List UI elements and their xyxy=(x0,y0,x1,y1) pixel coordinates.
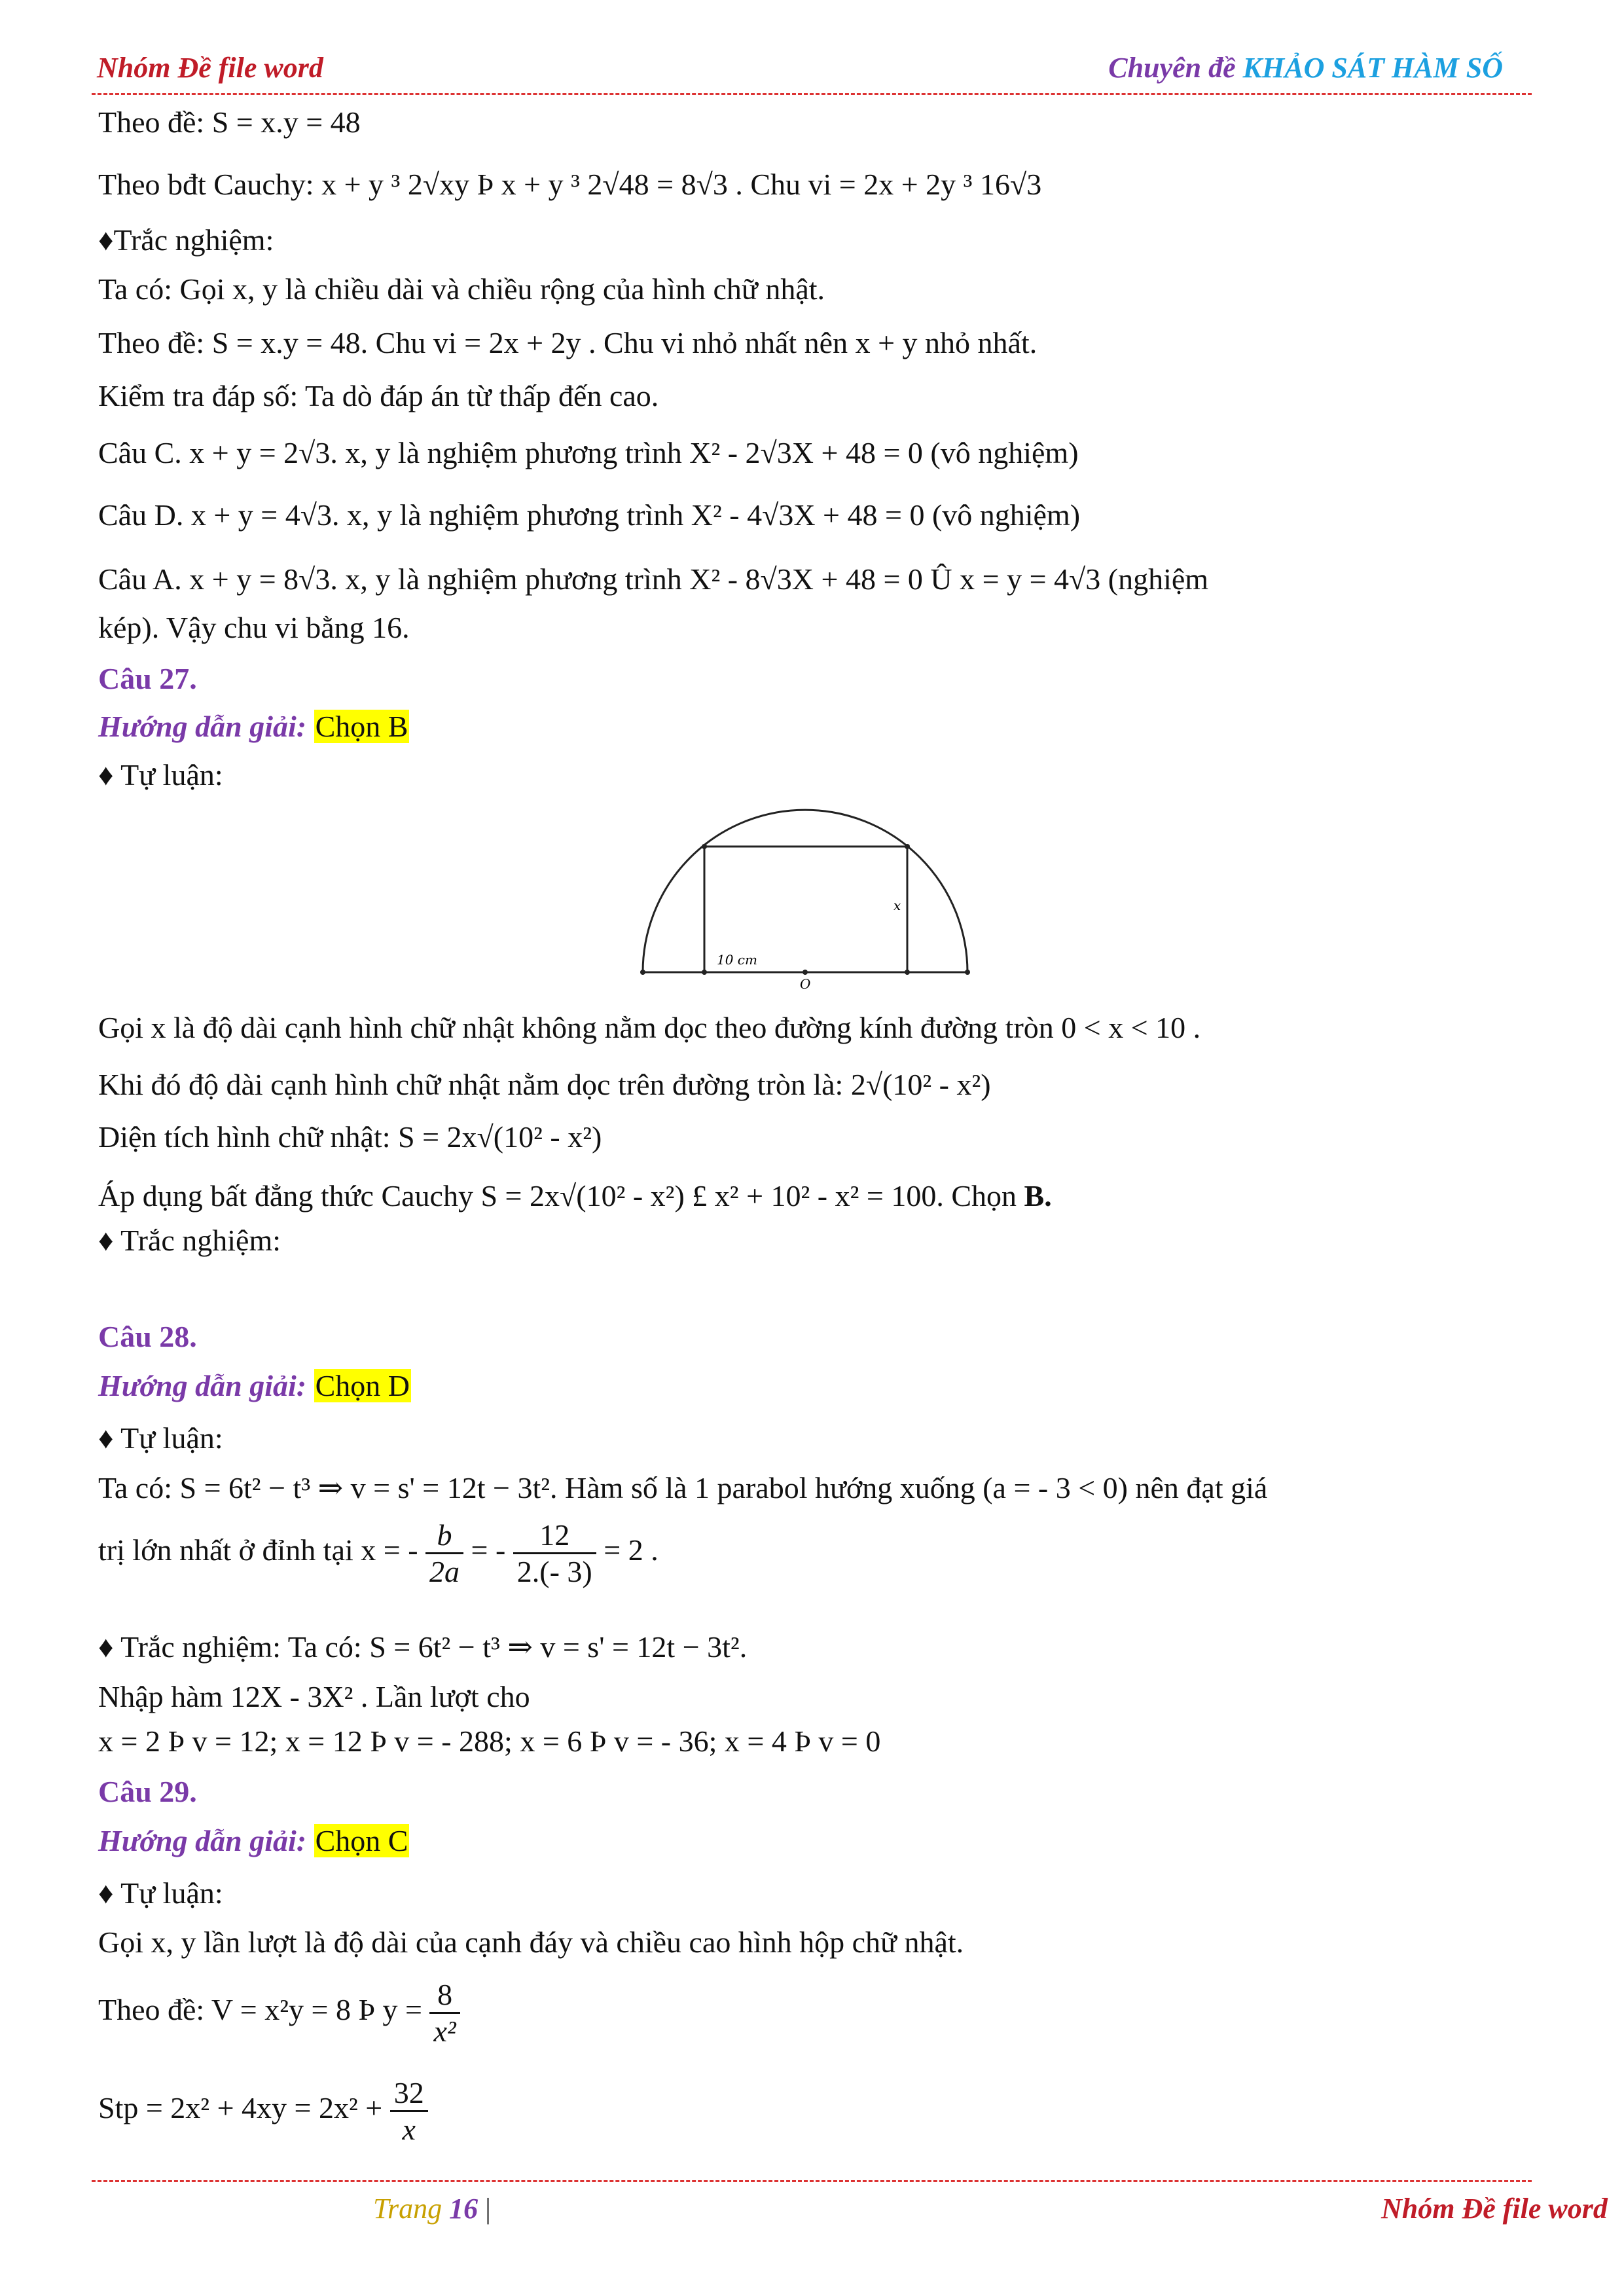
text-line: Gọi x là độ dài cạnh hình chữ nhật không nằm dọc theo đường kính đường tròn 0 < x < 10 . xyxy=(98,1011,1201,1044)
text-part: Theo đề: V = x²y = 8 Þ y = xyxy=(98,1993,422,2027)
text-line: Câu C. x + y = 2√3. x, y là nghiệm phương trình X² - 2√3X + 48 = 0 (vô nghiệm) xyxy=(98,436,1079,469)
solution-guide-29 xyxy=(98,1823,409,1858)
guide-label: Hướng dẫn giải: xyxy=(98,1369,307,1402)
semicircle-arc xyxy=(643,810,967,972)
header-right xyxy=(1108,51,1503,84)
text-line-fraction xyxy=(98,2075,428,2147)
denominator: 2a xyxy=(429,1555,460,1588)
solution-guide-27 xyxy=(98,709,409,744)
fraction xyxy=(425,1518,463,1589)
text-part: = 2 . xyxy=(604,1533,659,1567)
text-line: Ta có: Gọi x, y là chiều dài và chiều rộng của hình chữ nhật. xyxy=(98,272,825,306)
text-line: ♦Trắc nghiệm: xyxy=(98,223,274,257)
text-line-fraction xyxy=(98,1977,460,2049)
point xyxy=(905,970,910,975)
text-line: ♦ Tự luận: xyxy=(98,1876,223,1910)
point xyxy=(640,970,645,975)
guide-label: Hướng dẫn giải: xyxy=(98,710,307,743)
center-point xyxy=(803,970,808,975)
text-line: Kiểm tra đáp số: Ta dò đáp án từ thấp đến cao. xyxy=(98,379,659,412)
answer-choice-27: Chọn B xyxy=(315,710,408,743)
text-line: Theo đề: S = x.y = 48 xyxy=(98,105,361,139)
footer-rule xyxy=(92,2180,1532,2182)
text-line: ♦ Trắc nghiệm: xyxy=(98,1224,281,1257)
point xyxy=(905,844,910,849)
semicircle-rectangle-figure xyxy=(628,802,982,998)
text-line: kép). Vậy chu vi bằng 16. xyxy=(98,611,410,644)
question-29-heading: Câu 29. xyxy=(98,1775,197,1808)
text-part: trị lớn nhất ở đỉnh tại x = - xyxy=(98,1533,418,1567)
numerator: 32 xyxy=(390,2075,428,2112)
denominator: x² xyxy=(433,2014,456,2048)
text-line: ♦ Trắc nghiệm: Ta có: S = 6t² − t³ ⇒ v = s' = 12t − 3t². xyxy=(98,1630,748,1664)
point xyxy=(702,970,707,975)
question-27-heading: Câu 27. xyxy=(98,662,197,695)
solution-guide-28 xyxy=(98,1368,411,1403)
numerator: 8 xyxy=(429,1977,460,2014)
text-line: Theo đề: S = x.y = 48. Chu vi = 2x + 2y . Chu vi nhỏ nhất nên x + y nhỏ nhất. xyxy=(98,326,1038,359)
footer-right: Nhóm Đề file word xyxy=(1381,2193,1608,2225)
label-10cm: 10 cm xyxy=(717,952,757,968)
point xyxy=(702,844,707,849)
text-line: Câu A. x + y = 8√3. x, y là nghiệm phương trình X² - 8√3X + 48 = 0 Û x = y = 4√3 (nghiệm xyxy=(98,562,1209,596)
answer-choice-29: Chọn C xyxy=(315,1824,408,1857)
text-part: Stp = 2x² + 4xy = 2x² + xyxy=(98,2091,383,2125)
text-line: ♦ Tự luận: xyxy=(98,1421,223,1455)
bold-answer: B. xyxy=(1024,1179,1052,1212)
text-line: Gọi x, y lần lượt là độ dài của cạnh đáy và chiều cao hình hộp chữ nhật. xyxy=(98,1925,964,1959)
footer-separator: | xyxy=(478,2193,491,2225)
numerator: b xyxy=(425,1518,463,1554)
guide-label: Hướng dẫn giải: xyxy=(98,1824,307,1857)
point xyxy=(965,970,970,975)
denominator: x xyxy=(402,2113,416,2146)
text-line: ♦ Tự luận: xyxy=(98,758,223,792)
label-x: x xyxy=(893,898,901,913)
text-line: Diện tích hình chữ nhật: S = 2x√(10² - x²) xyxy=(98,1120,602,1154)
header-right-topic: KHẢO SÁT HÀM SỐ xyxy=(1242,52,1503,84)
text-part: = - xyxy=(471,1533,506,1567)
text-line: Khi đó độ dài cạnh hình chữ nhật nằm dọc trên đường tròn là: 2√(10² - x²) xyxy=(98,1068,991,1101)
text-line: Nhập hàm 12X - 3X² . Lần lượt cho xyxy=(98,1680,530,1713)
text-line-fraction xyxy=(98,1518,659,1589)
header-right-prefix: Chuyên đề xyxy=(1108,52,1243,84)
text-part: Áp dụng bất đẳng thức Cauchy S = 2x√(10² - x²) £ x² + 10² - x² = 100. Chọn xyxy=(98,1179,1024,1212)
denominator: 2.(- 3) xyxy=(516,1555,592,1588)
fraction xyxy=(429,1977,460,2049)
text-line: x = 2 Þ v = 12; x = 12 Þ v = - 288; x = 6 Þ v = - 36; x = 4 Þ v = 0 xyxy=(98,1724,881,1758)
numerator: 12 xyxy=(513,1518,596,1554)
header-rule xyxy=(92,93,1532,95)
footer-page-prefix: Trang xyxy=(373,2193,450,2225)
text-line xyxy=(98,1178,1052,1213)
label-o: O xyxy=(800,976,811,992)
text-line: Ta có: S = 6t² − t³ ⇒ v = s' = 12t − 3t². Hàm số là 1 parabol hướng xuống (a = - 3 < 0) nên đạt giá xyxy=(98,1471,1268,1504)
fraction xyxy=(513,1518,596,1589)
text-line: Theo bđt Cauchy: x + y ³ 2√xy Þ x + y ³ 2√48 = 8√3 . Chu vi = 2x + 2y ³ 16√3 xyxy=(98,168,1042,201)
question-28-heading: Câu 28. xyxy=(98,1320,197,1353)
footer-page-number xyxy=(373,2192,491,2225)
text-line: Câu D. x + y = 4√3. x, y là nghiệm phương trình X² - 4√3X + 48 = 0 (vô nghiệm) xyxy=(98,498,1081,532)
header-left: Nhóm Đề file word xyxy=(97,52,323,84)
answer-choice-28: Chọn D xyxy=(315,1369,410,1402)
fraction xyxy=(390,2075,428,2147)
page-number: 16 xyxy=(449,2193,478,2225)
